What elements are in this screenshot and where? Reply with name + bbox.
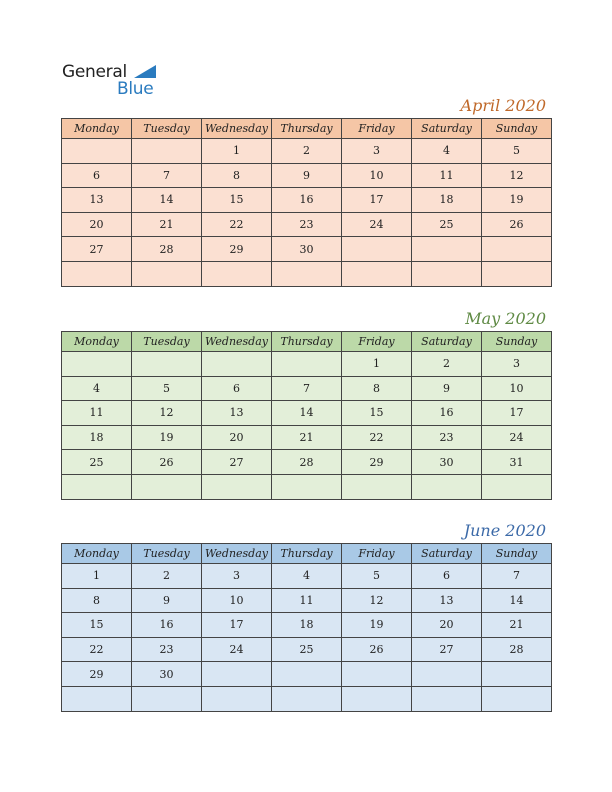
day-cell: 12 xyxy=(482,163,552,188)
day-cell: 9 xyxy=(132,588,202,613)
day-cell xyxy=(342,474,412,499)
day-cell xyxy=(132,261,202,286)
week-row xyxy=(62,163,552,188)
day-cell: 17 xyxy=(342,188,412,213)
day-cell: 23 xyxy=(412,425,482,450)
week-row xyxy=(62,425,552,450)
week-row xyxy=(62,376,552,401)
weekday-header: Thursday xyxy=(272,332,342,352)
day-cell: 27 xyxy=(412,637,482,662)
week-row xyxy=(62,237,552,262)
week-row xyxy=(62,261,552,286)
day-cell: 19 xyxy=(132,425,202,450)
day-cell: 18 xyxy=(62,425,132,450)
day-cell: 5 xyxy=(482,139,552,164)
day-cell: 29 xyxy=(342,450,412,475)
month-title: June 2020 xyxy=(463,521,546,540)
week-row xyxy=(62,352,552,377)
day-cell xyxy=(272,686,342,711)
day-cell xyxy=(202,261,272,286)
logo-word-blue: Blue xyxy=(117,79,154,99)
day-cell: 26 xyxy=(342,637,412,662)
day-cell xyxy=(132,686,202,711)
day-cell: 7 xyxy=(132,163,202,188)
day-cell: 7 xyxy=(482,564,552,589)
day-cell: 20 xyxy=(202,425,272,450)
weekday-header: Monday xyxy=(62,119,132,139)
day-cell: 28 xyxy=(482,637,552,662)
logo xyxy=(62,60,172,102)
day-cell: 6 xyxy=(412,564,482,589)
day-cell: 11 xyxy=(412,163,482,188)
week-row xyxy=(62,450,552,475)
weekday-header: Monday xyxy=(62,544,132,564)
day-cell xyxy=(272,474,342,499)
day-cell: 10 xyxy=(482,376,552,401)
day-cell: 4 xyxy=(272,564,342,589)
day-cell: 22 xyxy=(62,637,132,662)
week-row xyxy=(62,212,552,237)
month-title: April 2020 xyxy=(460,96,546,115)
week-row xyxy=(62,686,552,711)
day-cell: 22 xyxy=(342,425,412,450)
day-cell: 9 xyxy=(412,376,482,401)
day-cell: 15 xyxy=(62,613,132,638)
day-cell xyxy=(482,261,552,286)
day-cell: 28 xyxy=(132,237,202,262)
day-cell: 12 xyxy=(342,588,412,613)
weekday-header: Wednesday xyxy=(202,332,272,352)
day-cell: 27 xyxy=(62,237,132,262)
day-cell: 24 xyxy=(342,212,412,237)
day-cell: 5 xyxy=(132,376,202,401)
day-cell: 24 xyxy=(482,425,552,450)
day-cell: 15 xyxy=(202,188,272,213)
day-cell: 30 xyxy=(412,450,482,475)
day-cell xyxy=(62,474,132,499)
day-cell xyxy=(202,474,272,499)
week-row xyxy=(62,401,552,426)
month-grid xyxy=(61,118,552,287)
day-cell xyxy=(342,686,412,711)
week-row xyxy=(62,564,552,589)
weekday-header: Sunday xyxy=(482,119,552,139)
day-cell: 2 xyxy=(412,352,482,377)
weekday-header: Sunday xyxy=(482,332,552,352)
day-cell: 11 xyxy=(272,588,342,613)
day-cell: 10 xyxy=(202,588,272,613)
day-cell: 2 xyxy=(272,139,342,164)
day-cell xyxy=(342,662,412,687)
day-cell xyxy=(272,261,342,286)
week-row xyxy=(62,474,552,499)
day-cell xyxy=(62,352,132,377)
week-row xyxy=(62,139,552,164)
weekday-header: Thursday xyxy=(272,119,342,139)
day-cell: 17 xyxy=(202,613,272,638)
day-cell: 23 xyxy=(132,637,202,662)
day-cell: 1 xyxy=(202,139,272,164)
day-cell: 18 xyxy=(272,613,342,638)
day-cell: 13 xyxy=(412,588,482,613)
day-cell: 17 xyxy=(482,401,552,426)
weekday-header: Friday xyxy=(342,119,412,139)
month-grid xyxy=(61,543,552,712)
day-cell: 30 xyxy=(272,237,342,262)
day-cell: 20 xyxy=(412,613,482,638)
day-cell xyxy=(482,237,552,262)
day-cell xyxy=(482,662,552,687)
day-cell: 21 xyxy=(482,613,552,638)
day-cell xyxy=(272,662,342,687)
weekday-header: Tuesday xyxy=(132,119,202,139)
day-cell xyxy=(62,139,132,164)
day-cell: 10 xyxy=(342,163,412,188)
weekday-header: Wednesday xyxy=(202,544,272,564)
week-row xyxy=(62,188,552,213)
day-cell: 3 xyxy=(202,564,272,589)
day-cell: 3 xyxy=(482,352,552,377)
day-cell: 16 xyxy=(132,613,202,638)
day-cell: 24 xyxy=(202,637,272,662)
week-row xyxy=(62,588,552,613)
day-cell: 6 xyxy=(202,376,272,401)
week-row xyxy=(62,637,552,662)
day-cell xyxy=(62,686,132,711)
day-cell: 14 xyxy=(272,401,342,426)
day-cell: 13 xyxy=(202,401,272,426)
day-cell: 30 xyxy=(132,662,202,687)
day-cell: 2 xyxy=(132,564,202,589)
day-cell: 25 xyxy=(412,212,482,237)
day-cell: 22 xyxy=(202,212,272,237)
day-cell: 21 xyxy=(272,425,342,450)
day-cell xyxy=(412,662,482,687)
day-cell: 1 xyxy=(62,564,132,589)
day-cell: 19 xyxy=(342,613,412,638)
day-cell: 3 xyxy=(342,139,412,164)
day-cell xyxy=(412,474,482,499)
weekday-header: Tuesday xyxy=(132,544,202,564)
day-cell xyxy=(482,686,552,711)
day-cell xyxy=(412,261,482,286)
day-cell: 15 xyxy=(342,401,412,426)
weekday-header: Sunday xyxy=(482,544,552,564)
weekday-header-row xyxy=(62,119,552,139)
day-cell xyxy=(132,474,202,499)
weekday-header: Monday xyxy=(62,332,132,352)
weekday-header: Friday xyxy=(342,332,412,352)
logo-triangle-icon xyxy=(134,65,156,78)
day-cell: 21 xyxy=(132,212,202,237)
day-cell: 26 xyxy=(132,450,202,475)
day-cell: 12 xyxy=(132,401,202,426)
day-cell: 31 xyxy=(482,450,552,475)
day-cell xyxy=(272,352,342,377)
day-cell: 8 xyxy=(202,163,272,188)
day-cell: 14 xyxy=(482,588,552,613)
day-cell: 19 xyxy=(482,188,552,213)
day-cell: 5 xyxy=(342,564,412,589)
day-cell xyxy=(342,261,412,286)
day-cell: 29 xyxy=(62,662,132,687)
day-cell: 8 xyxy=(62,588,132,613)
day-cell: 29 xyxy=(202,237,272,262)
day-cell: 13 xyxy=(62,188,132,213)
day-cell: 28 xyxy=(272,450,342,475)
day-cell: 25 xyxy=(62,450,132,475)
day-cell: 8 xyxy=(342,376,412,401)
day-cell xyxy=(202,686,272,711)
day-cell xyxy=(132,139,202,164)
weekday-header: Saturday xyxy=(412,119,482,139)
weekday-header: Saturday xyxy=(412,332,482,352)
day-cell: 16 xyxy=(272,188,342,213)
month-grid xyxy=(61,331,552,500)
day-cell: 27 xyxy=(202,450,272,475)
weekday-header: Thursday xyxy=(272,544,342,564)
day-cell xyxy=(202,662,272,687)
week-row xyxy=(62,613,552,638)
weekday-header: Friday xyxy=(342,544,412,564)
day-cell: 16 xyxy=(412,401,482,426)
day-cell: 4 xyxy=(62,376,132,401)
week-row xyxy=(62,662,552,687)
day-cell: 7 xyxy=(272,376,342,401)
weekday-header: Tuesday xyxy=(132,332,202,352)
day-cell xyxy=(482,474,552,499)
day-cell: 11 xyxy=(62,401,132,426)
day-cell: 6 xyxy=(62,163,132,188)
day-cell: 20 xyxy=(62,212,132,237)
weekday-header-row xyxy=(62,332,552,352)
day-cell xyxy=(342,237,412,262)
day-cell: 4 xyxy=(412,139,482,164)
day-cell: 18 xyxy=(412,188,482,213)
day-cell: 23 xyxy=(272,212,342,237)
day-cell xyxy=(412,237,482,262)
weekday-header-row xyxy=(62,544,552,564)
month-title: May 2020 xyxy=(465,309,546,328)
weekday-header: Saturday xyxy=(412,544,482,564)
day-cell: 26 xyxy=(482,212,552,237)
weekday-header: Wednesday xyxy=(202,119,272,139)
day-cell xyxy=(62,261,132,286)
day-cell: 25 xyxy=(272,637,342,662)
day-cell: 14 xyxy=(132,188,202,213)
day-cell: 9 xyxy=(272,163,342,188)
logo-word-general: General xyxy=(62,62,127,82)
day-cell xyxy=(412,686,482,711)
day-cell: 1 xyxy=(342,352,412,377)
day-cell xyxy=(132,352,202,377)
day-cell xyxy=(202,352,272,377)
